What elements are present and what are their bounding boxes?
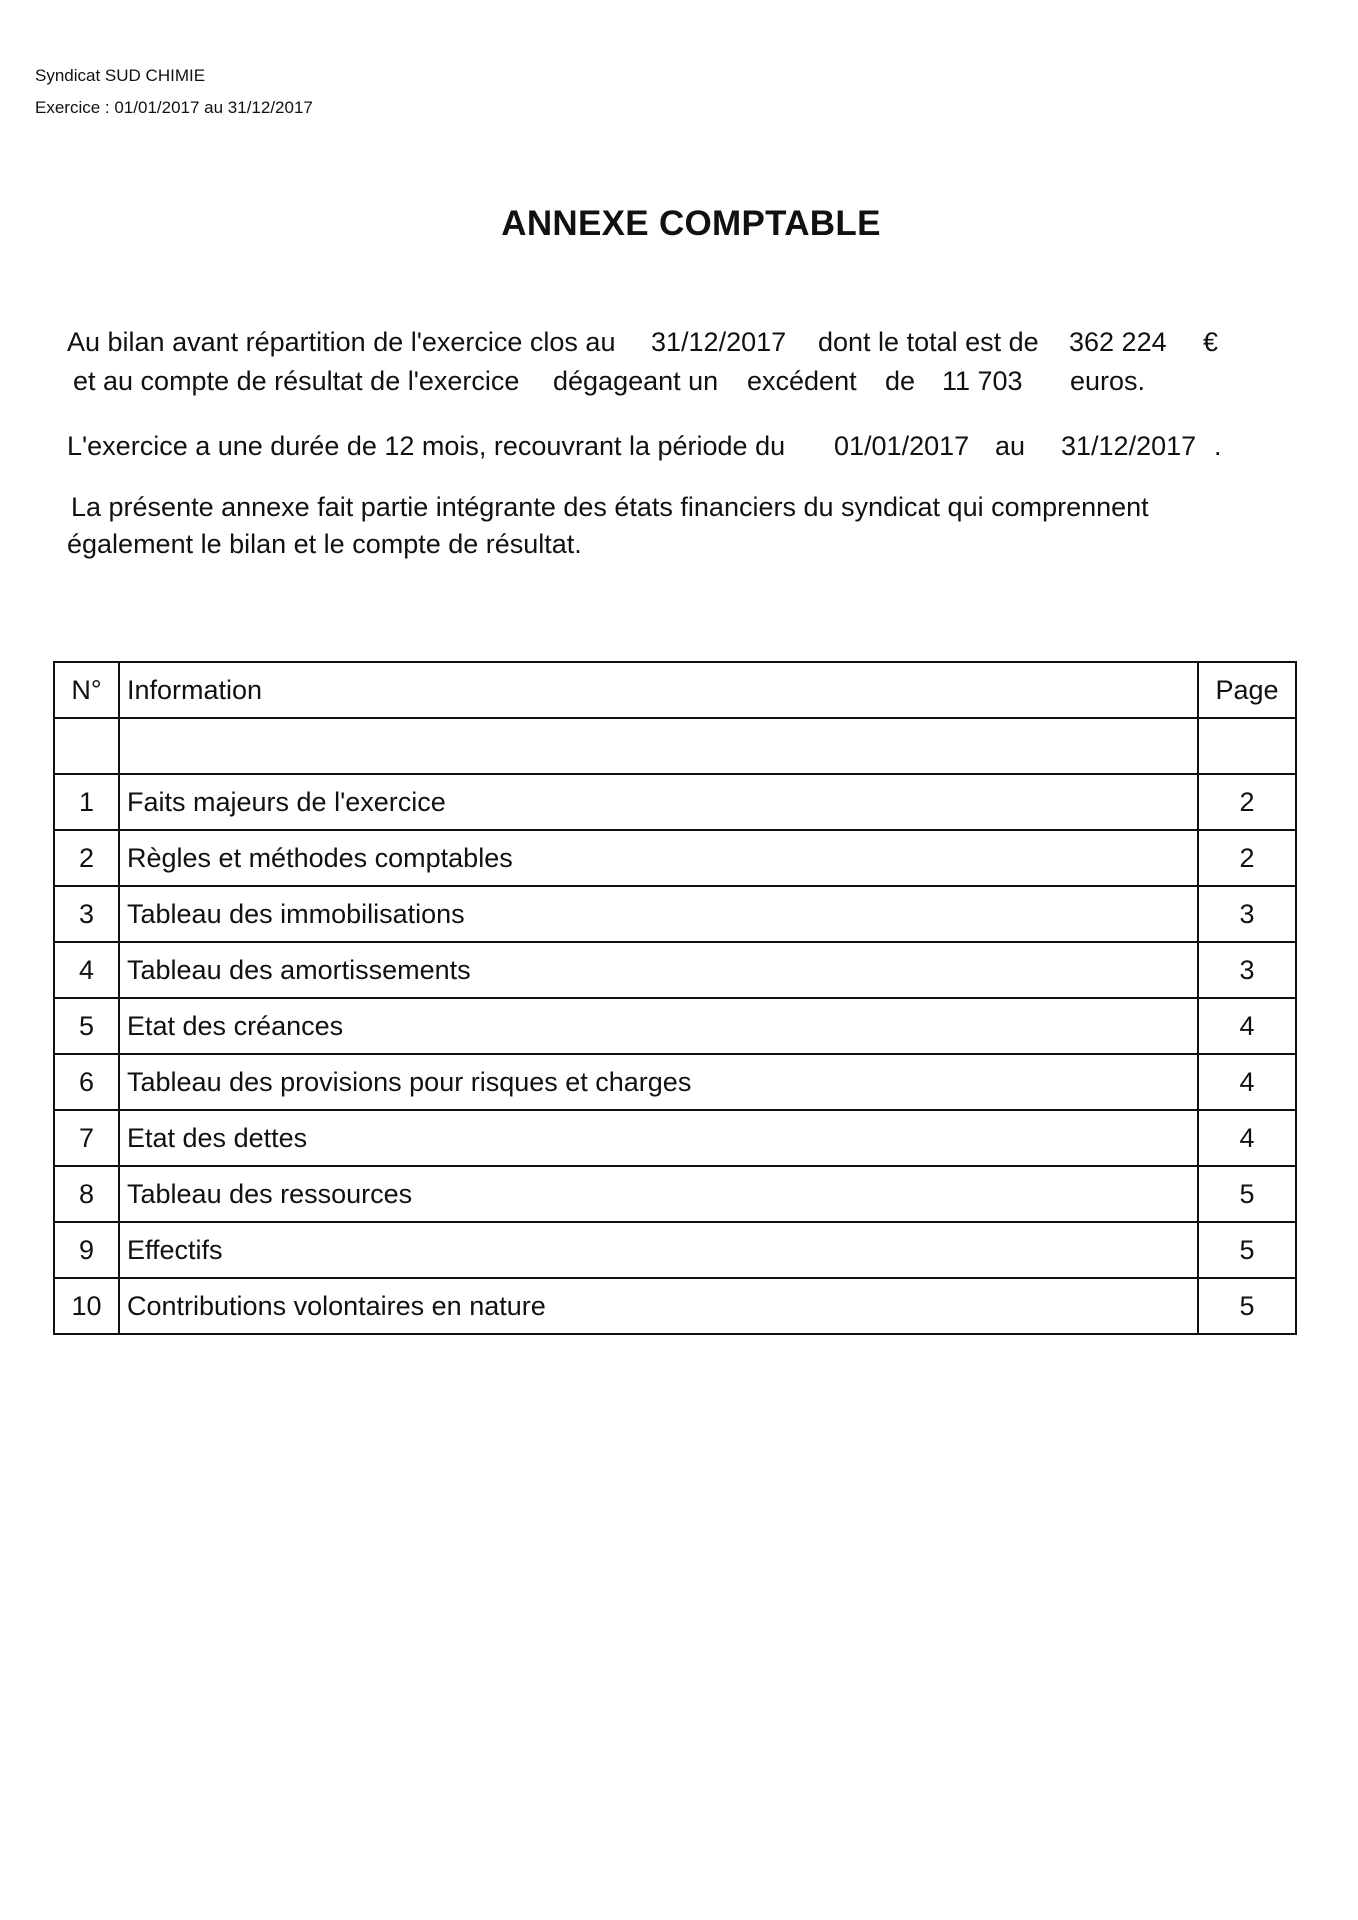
row-information: Etat des créances <box>119 998 1198 1054</box>
table-row <box>54 998 1296 1054</box>
row-number <box>54 718 119 774</box>
intro-balance-text: Au bilan avant répartition de l'exercice clos au <box>67 327 616 357</box>
page-title: ANNEXE COMPTABLE <box>501 204 881 243</box>
table-row <box>54 830 1296 886</box>
row-number: 9 <box>54 1222 119 1278</box>
row-page: 3 <box>1198 942 1296 998</box>
table-row <box>54 1222 1296 1278</box>
table-row <box>54 886 1296 942</box>
intro-period-end: 31/12/2017 <box>1061 431 1197 461</box>
intro-period-au: au <box>995 431 1026 461</box>
row-information <box>119 718 1198 774</box>
row-page: 2 <box>1198 830 1296 886</box>
row-number: 7 <box>54 1110 119 1166</box>
row-page: 3 <box>1198 886 1296 942</box>
row-information: Tableau des amortissements <box>119 942 1198 998</box>
intro-generating-text: dégageant un <box>553 366 719 396</box>
row-information: Règles et méthodes comptables <box>119 830 1198 886</box>
table-row <box>54 1166 1296 1222</box>
row-information: Faits majeurs de l'exercice <box>119 774 1198 830</box>
intro-total-text: dont le total est de <box>818 327 1039 357</box>
table-row <box>54 942 1296 998</box>
table-header-row <box>54 662 1296 718</box>
row-number: 1 <box>54 774 119 830</box>
row-information: Tableau des provisions pour risques et charges <box>119 1054 1198 1110</box>
intro-income-text: et au compte de résultat de l'exercice <box>73 366 520 396</box>
intro-duration-text: L'exercice a une durée de 12 mois, recouvrant la période du <box>67 431 786 461</box>
table-row <box>54 1278 1296 1334</box>
exercise-period: Exercice : 01/01/2017 au 31/12/2017 <box>35 98 313 117</box>
intro-balance-total: 362 224 <box>1069 327 1167 357</box>
row-number: 10 <box>54 1278 119 1334</box>
table-row <box>54 718 1296 774</box>
intro-period-start: 01/01/2017 <box>834 431 970 461</box>
row-information: Contributions volontaires en nature <box>119 1278 1198 1334</box>
row-page: 4 <box>1198 998 1296 1054</box>
intro-annex-text-cont: également le bilan et le compte de résultat. <box>67 529 582 559</box>
table-row <box>54 1054 1296 1110</box>
row-number: 3 <box>54 886 119 942</box>
row-information: Tableau des immobilisations <box>119 886 1198 942</box>
row-page: 5 <box>1198 1278 1296 1334</box>
intro-surplus-amount: 11 703 <box>942 366 1023 396</box>
intro-currency: € <box>1203 327 1219 357</box>
intro-closing-date: 31/12/2017 <box>651 327 787 357</box>
intro-period-dot: . <box>1214 431 1222 461</box>
table-row <box>54 1110 1296 1166</box>
row-page: 5 <box>1198 1222 1296 1278</box>
organization-name: Syndicat SUD CHIMIE <box>35 66 206 85</box>
column-header-information: Information <box>119 662 1198 718</box>
row-number: 5 <box>54 998 119 1054</box>
row-information: Effectifs <box>119 1222 1198 1278</box>
row-information: Tableau des ressources <box>119 1166 1198 1222</box>
row-number: 4 <box>54 942 119 998</box>
table-row <box>54 774 1296 830</box>
intro-annex-text: La présente annexe fait partie intégrante des états financiers du syndicat qui comprennent <box>71 492 1149 522</box>
row-number: 8 <box>54 1166 119 1222</box>
row-information: Etat des dettes <box>119 1110 1198 1166</box>
intro-unit: euros. <box>1070 366 1146 396</box>
annex-contents-table <box>53 661 1297 1335</box>
row-number: 6 <box>54 1054 119 1110</box>
column-header-number: N° <box>54 662 119 718</box>
column-header-page: Page <box>1198 662 1296 718</box>
row-number: 2 <box>54 830 119 886</box>
row-page: 5 <box>1198 1166 1296 1222</box>
row-page: 4 <box>1198 1110 1296 1166</box>
row-page: 2 <box>1198 774 1296 830</box>
intro-of-text: de <box>885 366 916 396</box>
row-page: 4 <box>1198 1054 1296 1110</box>
row-page <box>1198 718 1296 774</box>
intro-surplus-label: excédent <box>747 366 857 396</box>
